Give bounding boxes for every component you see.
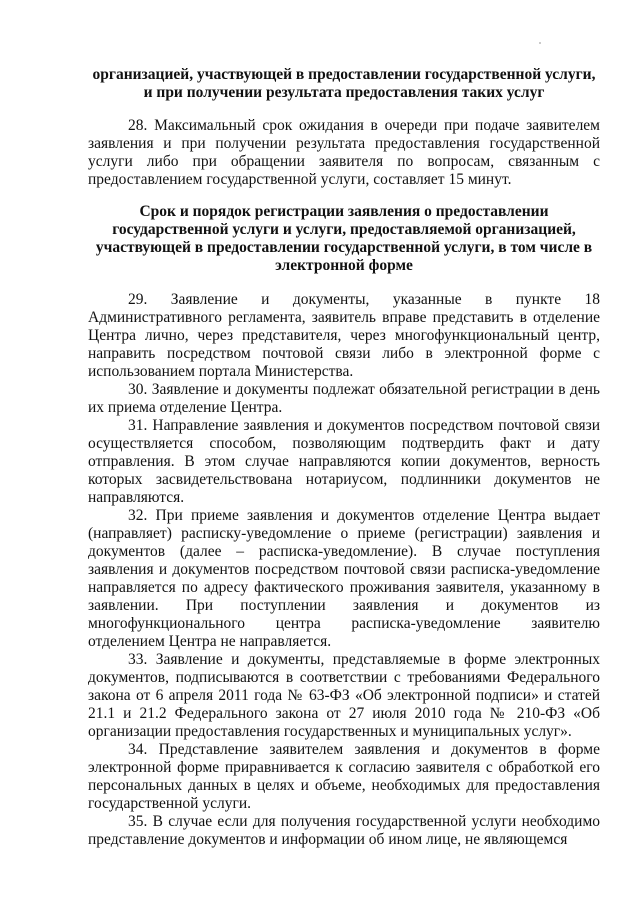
paragraph-33: 33. Заявление и документы, представляемые в форме электронных документов, подписываются в соответствии с требованиями Федерального закона от 6 апреля 2011 года № 63-ФЗ «Об электронной подписи» и статей 21.1 и 21.2 Федерального закона от 27 июля 2010 года № 210-ФЗ «Об организации предоставления государственных и муниципальных услуг». [88,651,600,740]
paragraph-29: 29. Заявление и документы, указанные в пункте 18 Административного регламента, заявитель вправе представить в отделение Центра лично, через представителя, через многофункциональный центр, направить посредством почтовой связи либо в электронной форме с использованием портала Министерства. [88,291,600,380]
paragraph-35: 35. В случае если для получения государственной услуги необходимо представление документов и информации об ином лице, не являющемся [88,813,600,848]
paragraph-32: 32. При приеме заявления и документов отделение Центра выдает (направляет) расписку-уведомление о приеме (регистрации) заявления и документов (далее – расписка-уведомление). В случае поступления заявления и документов посредством почтовой связи расписка-уведомление направляется по адресу фактического проживания заявителя, указанному в заявлении. При поступлении заявления и документов из многофункционального центра расписка-уведомление заявителю отделением Центра не направляется. [88,507,600,650]
paragraph-30: 30. Заявление и документы подлежат обязательной регистрации в день их приема отделение Центра. [88,381,600,416]
paragraph-31: 31. Направление заявления и документов посредством почтовой связи осуществляется способом, позволяющим подтвердить факт и дату отправления. В этом случае направляются копии документов, верность которых засвидетельствована нотариусом, подлинники документов не направляются. [88,417,600,506]
section-heading-registration: Срок и порядок регистрации заявления о предоставлении государственной услуги и услуги, предоставляемой организацией, участвующей в предоставлении государственной услуги, в том числе в электронной форме [95,203,593,274]
paragraph-block-28 [88,117,600,189]
paragraph-28: 28. Максимальный срок ожидания в очереди при подаче заявителем заявления и при получении результата предоставления государственной услуги либо при обращении заявителя по вопросам, связанным с предоставлением государственной услуги, составляет 15 минут. [88,117,600,188]
section-heading-continuation: организацией, участвующей в предоставлении государственной услуги, и при получении результата предоставления таких услуг [92,66,596,101]
paragraph-block-29-35 [88,291,600,849]
paragraph-34: 34. Представление заявителем заявления и документов в форме электронной форме приравнивается к согласию заявителя с обработкой его персональных данных в целях и объеме, необходимых для предоставления государственной услуги. [88,741,600,812]
scan-speck [539,42,541,44]
